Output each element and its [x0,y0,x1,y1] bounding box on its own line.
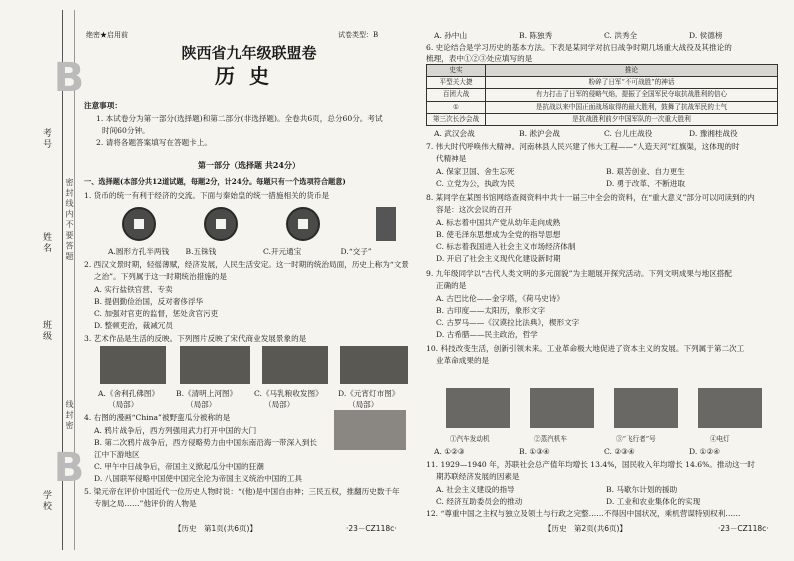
q6-option-d[interactable]: D. 豫湘桂战役 [689,129,738,138]
q1-options [108,246,418,257]
car-engine-image [446,388,510,428]
q4-option-a[interactable]: A. 鸦片战争后，西方列强用武力打开中国的大门 [94,426,257,435]
q4-option-d[interactable]: D. 八国联军侵略中国使中国完全沦为帝国主义统治中国的工具 [94,474,303,483]
q10-stem: 10. 科技改变生活，创新引领未来。工业革命极大地促进了资本主义的发展。下列属于第二次工 [426,344,745,353]
q10-option-d[interactable]: D. ①②④ [689,447,721,456]
q10-option-c[interactable]: C. ②③④ [604,447,635,456]
q10-options [434,446,774,457]
painting-c [262,346,328,384]
q5-stem: 5. 梁元帝在评价中国近代一位历史人物时说：“(他)是中国自由神；三民五权，推翻历史数千年 [84,487,400,496]
page-code-right: ·23－CZ118c· [718,524,769,533]
table-cell: ① [427,101,486,113]
seal-line-text: 密 封 线 内 不 要 答 题 [65,178,74,260]
q2-option-c[interactable]: C. 加强对官吏的监督，惩处贪官污吏 [94,309,219,318]
q4-option-c[interactable]: C. 甲午中日战争后，帝国主义掀起瓜分中国的狂潮 [94,462,264,471]
q8-stem: 8. 某同学在某图书馆网络查阅资料中共十一届三中全会的资料，在“重大意义”部分可以同读到的内 [426,193,755,202]
part1-intro: 一、选择题(本部分共12道试题，每题2分，计24分。每题只有一个选项符合题意) [84,177,346,186]
q9-stem: 9. 九年级同学以“古代人类文明的多元面貌”为主题展开探究活动。下列文明成果与地区搭配 [426,269,732,278]
q5-option-c[interactable]: C. 洪秀全 [604,31,638,40]
q11-option-b[interactable]: B. 马歇尔计划的援助 [606,485,678,494]
q6-stem: 6. 史论结合是学习历史的基本方法。下表是某同学对抗日战争时期几场重大战役及其推论的 [426,43,732,52]
q10-caption-1: ①汽车发动机 [450,435,490,443]
q3-caption-b[interactable]: B.《清明上河图》 [176,389,238,398]
q3-stem: 3. 艺术作品是生活的反映。下列图片反映了宋代商业发展景象的是 [84,334,307,343]
q2-option-d[interactable]: D. 整顿吏治，裁减冗员 [94,321,173,330]
table-row [427,77,778,89]
q2-stem: 2. 西汉文景时期，轻徭薄赋，经济发展，人民生活安定。这一时期的统治局面，历史上称为“文景 [84,260,409,269]
q6-option-a[interactable]: A. 武汉会战 [434,129,475,138]
note-line: 2. 请将各题答案填写在答题卡上。 [96,138,212,147]
class-label: 班级 [41,320,51,342]
q11-stem: 11. 1929—1940 年，苏联社会总产值年均增长 13.4%，国民收入年均增长 14.6%。推动这一时 [426,460,755,469]
q3-caption-c[interactable]: C.《马乳粮收发图》 [254,389,323,398]
page-code-left: ·23－CZ118c· [346,524,397,533]
q10-caption-4: ④电灯 [710,435,730,443]
q4-stem: 4. 右图的漫画“China”被野蛮瓜分被称的是 [84,413,231,422]
q11-stem: 期苏联经济发展的因素是 [436,472,520,481]
painting-a [100,346,166,384]
table-cell: 是抗战胜利前夕中国军队的一次重大胜利 [486,113,778,125]
q7-option-a[interactable]: A. 保家卫国、舍生忘死 [436,167,515,176]
q3-caption-note: （局部） [108,400,139,409]
q9-option-c[interactable]: C. 古罗马——《汉谟拉比法典》，楔形文字 [436,318,580,327]
table-cell: 第三次长沙会战 [427,113,486,125]
q8-option-a[interactable]: A. 标志着中国共产党从幼年走向成熟 [436,218,561,227]
q11-option-d[interactable]: D. 工业和农业集体化的实现 [606,497,701,506]
q3-caption-note: （局部） [348,400,379,409]
q3-caption-a[interactable]: A.《舍利孔佛图》 [98,389,160,398]
china-cartoon-image [334,410,406,450]
subject-title: 历史 [215,64,283,88]
q11-option-a[interactable]: A. 社会主义建设的指导 [436,485,515,494]
q1-coin-images [114,207,404,241]
part1-heading: 第一部分（选择题 共24分） [198,160,300,170]
paper-type-letter: B [53,55,85,101]
q7-option-d[interactable]: D. 勇于改革、不断进取 [606,179,685,188]
table-row [427,101,778,113]
right-column [426,0,782,561]
q1-option-a[interactable]: A.圆形方孔半两钱 [108,247,170,256]
q6-option-b[interactable]: B. 淞沪会战 [519,129,560,138]
q7-option-b[interactable]: B. 艰苦创业、自力更生 [606,167,685,176]
q2-option-b[interactable]: B. 提倡勤俭治国，反对奢侈浮华 [94,297,204,306]
notes-heading: 注意事项： [84,101,122,110]
q7-option-c[interactable]: C. 立党为公，执政为民 [436,179,515,188]
q5-options [434,30,774,41]
q1-option-d[interactable]: D.“交子” [340,247,372,256]
q8-option-d[interactable]: D. 开启了社会主义现代化建设新时期 [436,254,561,263]
airplane-image [614,388,678,428]
q4-option-b[interactable]: B. 第二次鸦片战争后，西方侵略势力由中国东南沿海一带深入到长 [94,438,318,447]
q1-option-c[interactable]: C.开元通宝 [263,247,302,256]
q9-option-b[interactable]: B. 古印度——太阳历，象形文字 [436,306,546,315]
q5-option-a[interactable]: A. 孙中山 [434,31,468,40]
q8-option-b[interactable]: B. 使毛泽东思想成为全党的指导思想 [436,230,561,239]
page-footer-right: 【历史 第2页(共6页)】 [544,524,627,533]
coin-image-a [122,207,156,241]
page-footer-left: 【历史 第1页(共6页)】 [174,524,257,533]
name-label: 姓名 [41,232,51,254]
table-cell: 百团大战 [427,89,486,101]
table-cell: 粉碎了日军“不可战胜”的神话 [486,77,778,89]
q9-option-a[interactable]: A. 古巴比伦——金字塔，《荷马史诗》 [436,294,565,303]
left-column [84,0,414,561]
q3-painting-images [98,346,408,386]
q6-stem: 梳理，表中①②③处应填写的是 [426,54,533,63]
q5-option-d[interactable]: D. 侯德榜 [689,31,723,40]
coin-image-c [286,207,320,241]
q10-option-b[interactable]: B. ①③④ [519,447,550,456]
painting-b [180,346,250,384]
coin-image-b [204,207,238,241]
q10-caption-2: ②蒸汽机车 [534,435,567,443]
q5-stem: 专制之局……”他评价的人物是 [94,499,197,508]
table-cell: 有力打击了日军的侵略气焰，提振了全国军民夺取抗战胜利的信心 [486,89,778,101]
q4-option-b-cont: 江中下游地区 [94,450,140,459]
q8-option-c[interactable]: C. 标志着我国进入社会主义市场经济体制 [436,242,576,251]
q5-option-b[interactable]: B. 陈独秀 [519,31,553,40]
school-label: 学校 [41,490,51,512]
table-row [427,113,778,125]
q2-stem: 之治”。下列属于这一时期统治措施的是 [94,272,227,281]
q11-option-c[interactable]: C. 经济互助委员会的推动 [436,497,523,506]
q10-stem: 业革命成果的是 [436,356,490,365]
q3-caption-d[interactable]: D.《元宵灯市图》 [338,389,400,398]
q6-table [426,64,778,126]
q7-stem: 7. 伟大时代呼唤伟大精神。河南林县人民兴建了伟大工程——“人造天河”红旗渠，这体现的时 [426,142,740,151]
q3-caption-note: （局部） [186,400,217,409]
table-header-inference: 推论 [486,65,778,77]
secret-tag: 绝密★启用前 [86,31,128,39]
paper-type-tag: 试卷类型：B [338,31,379,39]
seal-line-text-2: 线 封 密 [65,400,74,430]
painting-d [340,346,408,384]
q10-caption-3: ③“飞行者”号 [616,435,656,443]
q7-stem: 代精神是 [436,154,467,163]
exam-title: 陕西省九年级联盟卷 [181,44,317,62]
q3-caption-note: （局部） [264,400,295,409]
binding-strip [0,0,85,561]
note-line: 时间60分钟。 [102,126,150,135]
steam-locomotive-image [530,388,594,428]
note-line: 1. 本试卷分为第一部分(选择题)和第二部分(非选择题)。全卷共6页，总分60分。考试 [96,114,383,123]
q8-stem: 容是：这次会议的召开 [436,205,512,214]
q6-option-c[interactable]: C. 台儿庄战役 [604,129,653,138]
table-cell: 平型关大捷 [427,77,486,89]
paper-type-letter-2: B [53,445,85,491]
q10-invention-images [446,388,766,434]
table-header-row [427,65,778,77]
q1-stem: 1. 货币的统一有利于经济的交流。下面与秦始皇的统一措施相关的货币是 [84,191,330,200]
q9-option-d[interactable]: D. 古希腊——民主政治，哲学 [436,330,538,339]
jiaozi-image [376,207,396,241]
q10-option-a[interactable]: A. ①②③ [434,447,465,456]
q9-stem: 正确的是 [436,281,467,290]
exam-number-label: 考号 [41,128,51,150]
table-header-fact: 史实 [427,65,486,77]
electric-light-image [698,388,762,428]
q2-option-a[interactable]: A. 实行盐铁官营、专卖 [94,285,173,294]
q6-options [434,128,774,139]
table-row [427,89,778,101]
q1-option-b[interactable]: B.五铢钱 [185,247,217,256]
q12-stem: 12. “尊重中国之主权与独立及领土与行政之完整……不得因中国状况，乘机营谋特别权利…… [426,509,741,518]
table-cell: 是抗战以来中国正面战场取得的最大胜利，鼓舞了抗战军民的士气 [486,101,778,113]
